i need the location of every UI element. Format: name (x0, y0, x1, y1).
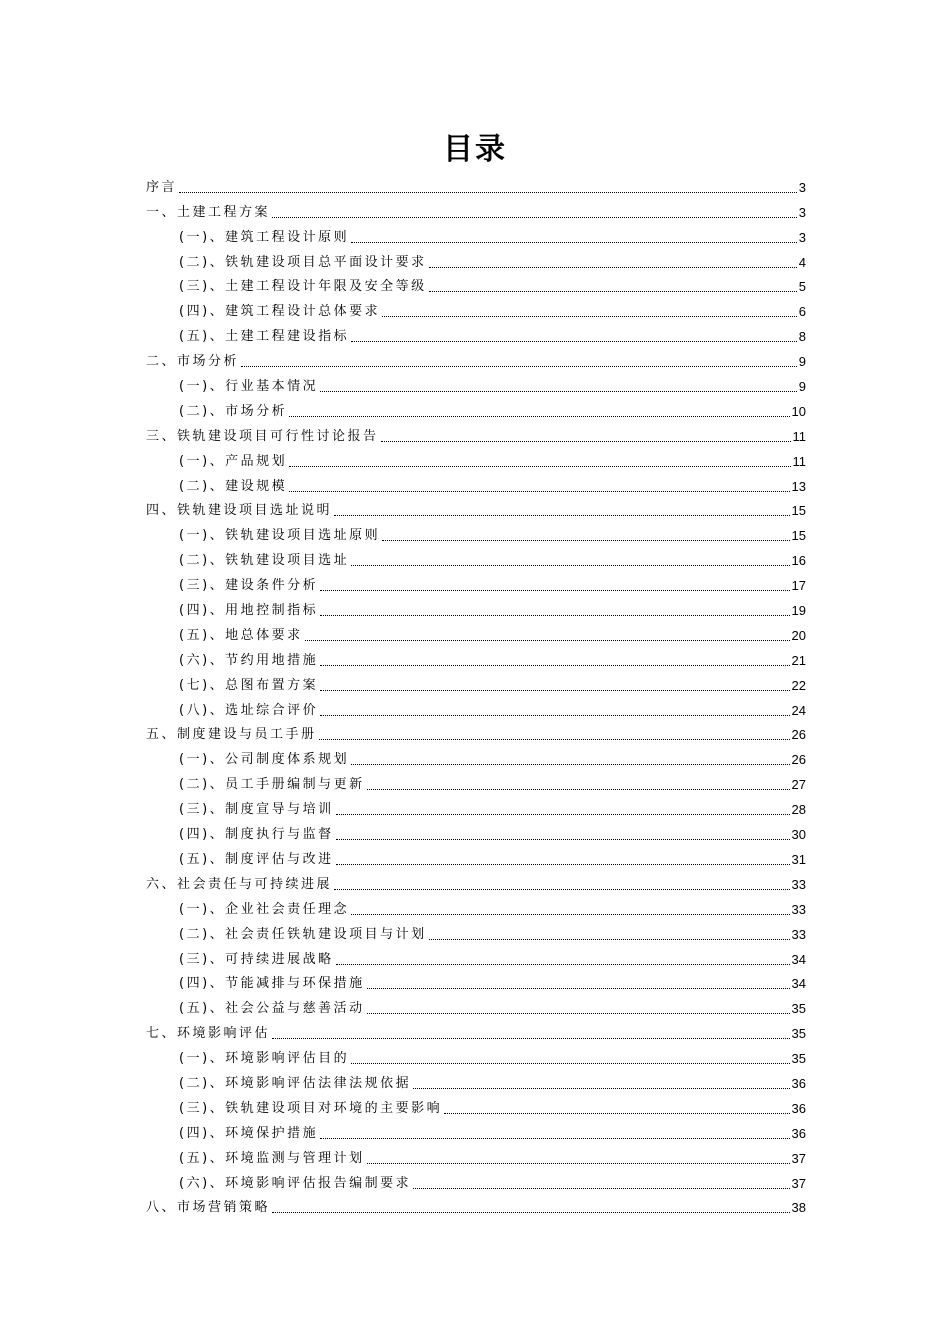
toc-page-number: 36 (791, 1075, 806, 1091)
toc-page-number: 34 (791, 951, 806, 967)
toc-page-number: 3 (798, 204, 806, 220)
toc-page-number: 37 (791, 1175, 806, 1191)
toc-page-number: 33 (791, 926, 806, 942)
toc-dot-leader (382, 539, 789, 541)
toc-dot-leader (351, 340, 797, 342)
toc-entry-text: (二)、建设规模 (179, 478, 288, 494)
toc-section-entry[interactable] (146, 746, 806, 771)
toc-entry-text: (四)、环境保护措施 (179, 1125, 319, 1141)
toc-chapter-entry[interactable] (146, 722, 806, 747)
toc-entry-text: (二)、铁轨建设项目选址 (179, 553, 350, 569)
toc-page-number: 35 (791, 1051, 806, 1067)
toc-entry-text: (一)、产品规划 (179, 453, 288, 469)
toc-entry-text: (五)、环境监测与管理计划 (179, 1150, 365, 1166)
toc-section-entry[interactable] (146, 896, 806, 921)
toc-section-entry[interactable] (146, 224, 806, 249)
toc-entry-text: (三)、建设条件分析 (179, 578, 319, 594)
toc-page-number: 15 (791, 503, 806, 519)
toc-page-number: 35 (791, 1026, 806, 1042)
toc-page-number: 24 (791, 702, 806, 718)
toc-section-entry[interactable] (146, 821, 806, 846)
toc-dot-leader (320, 589, 789, 591)
toc-page-number: 31 (791, 851, 806, 867)
toc-entry-text: (五)、社会公益与慈善活动 (179, 1001, 365, 1017)
toc-page-number: 22 (791, 677, 806, 693)
toc-page-number: 37 (791, 1150, 806, 1166)
toc-page-number: 15 (791, 528, 806, 544)
toc-section-entry[interactable] (146, 547, 806, 572)
toc-entry-text: (二)、环境影响评估法律法规依据 (179, 1075, 412, 1091)
toc-dot-leader (367, 788, 790, 790)
toc-dot-leader (429, 266, 797, 268)
toc-section-entry[interactable] (146, 597, 806, 622)
toc-entry-text: 七、环境影响评估 (146, 1026, 271, 1042)
toc-dot-leader (334, 514, 790, 516)
toc-entry-text: 五、制度建设与员工手册 (146, 727, 317, 743)
toc-entry-text: (五)、地总体要求 (179, 627, 303, 643)
toc-entry-text: (二)、员工手册编制与更新 (179, 777, 365, 793)
toc-dot-leader (179, 191, 797, 193)
toc-entry-text: (一)、企业社会责任理念 (179, 901, 350, 917)
toc-section-entry[interactable] (146, 448, 806, 473)
toc-page-number: 4 (798, 254, 806, 270)
toc-section-entry[interactable] (146, 1170, 806, 1195)
toc-entry-text: (一)、建筑工程设计原则 (179, 229, 350, 245)
toc-entry-text: 四、铁轨建设项目选址说明 (146, 503, 333, 519)
toc-dot-leader (351, 241, 797, 243)
toc-chapter-entry[interactable] (146, 348, 806, 373)
toc-entry-text: (三)、土建工程设计年限及安全等级 (179, 279, 427, 295)
toc-entry-text: (七)、总图布置方案 (179, 677, 319, 693)
toc-section-entry[interactable] (146, 323, 806, 348)
toc-section-entry[interactable] (146, 921, 806, 946)
toc-dot-leader (413, 1187, 789, 1189)
toc-entry-text: 六、社会责任与可持续进展 (146, 876, 333, 892)
toc-page-number: 35 (791, 1001, 806, 1017)
toc-page-number: 28 (791, 802, 806, 818)
toc-dot-leader (382, 315, 797, 317)
toc-dot-leader (429, 290, 797, 292)
toc-chapter-entry[interactable] (146, 1195, 806, 1220)
toc-entry-text: 三、铁轨建设项目可行性讨论报告 (146, 428, 379, 444)
toc-section-entry[interactable] (146, 298, 806, 323)
toc-chapter-entry[interactable] (146, 199, 806, 224)
toc-page-number: 26 (791, 727, 806, 743)
toc-chapter-entry[interactable] (146, 423, 806, 448)
toc-entry-text: (二)、市场分析 (179, 403, 288, 419)
toc-entry-text: (四)、建筑工程设计总体要求 (179, 304, 381, 320)
toc-section-entry[interactable] (146, 647, 806, 672)
toc-page-number: 33 (791, 901, 806, 917)
toc-dot-leader (367, 987, 790, 989)
toc-entry-text: (四)、制度执行与监督 (179, 827, 334, 843)
toc-dot-leader (272, 1037, 790, 1039)
toc-chapter-entry[interactable] (146, 498, 806, 523)
toc-section-entry[interactable] (146, 572, 806, 597)
toc-dot-leader (367, 1012, 790, 1014)
toc-dot-leader (320, 664, 789, 666)
toc-page-number: 38 (791, 1200, 806, 1216)
toc-entry-text: (一)、环境影响评估目的 (179, 1051, 350, 1067)
toc-page-number: 5 (798, 279, 806, 295)
toc-dot-leader (336, 813, 790, 815)
toc-entry-text: (二)、铁轨建设项目总平面设计要求 (179, 254, 427, 270)
toc-dot-leader (351, 763, 789, 765)
toc-entry-text: 一、土建工程方案 (146, 204, 271, 220)
toc-dot-leader (289, 465, 790, 467)
toc-dot-leader (320, 1137, 789, 1139)
toc-page-number: 36 (791, 1125, 806, 1141)
toc-entry-text: 二、市场分析 (146, 354, 240, 370)
toc-section-entry[interactable] (146, 995, 806, 1020)
toc-section-entry[interactable] (146, 971, 806, 996)
toc-entry-text: (五)、土建工程建设指标 (179, 329, 350, 345)
toc-chapter-entry[interactable] (146, 1020, 806, 1045)
toc-dot-leader (272, 216, 797, 218)
toc-page-number: 13 (791, 478, 806, 494)
toc-page-number: 16 (791, 553, 806, 569)
toc-dot-leader (336, 963, 790, 965)
toc-page-number: 10 (791, 403, 806, 419)
toc-entry-text: (一)、行业基本情况 (179, 379, 319, 395)
toc-entry-text: (一)、公司制度体系规划 (179, 752, 350, 768)
toc-page-number: 17 (791, 578, 806, 594)
toc-section-entry[interactable] (146, 1045, 806, 1070)
toc-page-number: 20 (791, 627, 806, 643)
toc-page-number: 9 (798, 379, 806, 395)
toc-chapter-entry[interactable] (146, 871, 806, 896)
toc-entry-text: (五)、制度评估与改进 (179, 851, 334, 867)
toc-page-number: 11 (792, 428, 806, 444)
toc-list (146, 174, 806, 1219)
toc-entry-text: (一)、铁轨建设项目选址原则 (179, 528, 381, 544)
toc-dot-leader (320, 689, 789, 691)
toc-section-entry[interactable] (146, 398, 806, 423)
toc-section-entry[interactable] (146, 846, 806, 871)
toc-page-number: 34 (791, 976, 806, 992)
toc-page-number: 9 (798, 354, 806, 370)
toc-page-number: 30 (791, 827, 806, 843)
toc-section-entry[interactable] (146, 249, 806, 274)
toc-dot-leader (305, 639, 790, 641)
toc-entry-text: (八)、选址综合评价 (179, 702, 319, 718)
toc-section-entry[interactable] (146, 697, 806, 722)
toc-dot-leader (334, 888, 790, 890)
toc-page-number: 27 (791, 777, 806, 793)
toc-section-entry[interactable] (146, 522, 806, 547)
toc-dot-leader (351, 913, 789, 915)
toc-page-number: 11 (792, 453, 806, 469)
toc-entry-text: (四)、节能减排与环保措施 (179, 976, 365, 992)
toc-dot-leader (351, 1062, 789, 1064)
toc-dot-leader (272, 1211, 790, 1213)
toc-dot-leader (320, 714, 789, 716)
toc-dot-leader (289, 415, 789, 417)
toc-entry-text: (二)、社会责任铁轨建设项目与计划 (179, 926, 427, 942)
toc-dot-leader (381, 440, 791, 442)
toc-entry-text: 八、市场营销策略 (146, 1200, 271, 1216)
toc-dot-leader (320, 614, 789, 616)
toc-entry-text: (三)、可持续进展战略 (179, 951, 334, 967)
toc-section-entry[interactable] (146, 373, 806, 398)
toc-dot-leader (241, 365, 797, 367)
toc-section-entry[interactable] (146, 622, 806, 647)
toc-dot-leader (413, 1087, 789, 1089)
toc-section-entry[interactable] (146, 1145, 806, 1170)
toc-entry-text: 序言 (146, 179, 178, 195)
toc-page-number: 3 (798, 179, 806, 195)
toc-page-number: 21 (791, 652, 806, 668)
toc-title: 目录 (443, 132, 507, 167)
toc-entry-text: (三)、制度宣导与培训 (179, 802, 334, 818)
toc-dot-leader (429, 938, 790, 940)
toc-section-entry[interactable] (146, 796, 806, 821)
toc-dot-leader (319, 738, 790, 740)
toc-page-number: 8 (798, 329, 806, 345)
toc-chapter-entry[interactable] (146, 174, 806, 199)
toc-entry-text: (六)、节约用地措施 (179, 652, 319, 668)
toc-dot-leader (289, 490, 789, 492)
toc-page-number: 3 (798, 229, 806, 245)
toc-dot-leader (367, 1162, 790, 1164)
toc-entry-text: (三)、铁轨建设项目对环境的主要影响 (179, 1100, 443, 1116)
toc-dot-leader (320, 390, 797, 392)
toc-section-entry[interactable] (146, 473, 806, 498)
toc-section-entry[interactable] (146, 946, 806, 971)
toc-page-number: 19 (791, 603, 806, 619)
toc-page-number: 36 (791, 1100, 806, 1116)
toc-page-number: 6 (798, 304, 806, 320)
toc-section-entry[interactable] (146, 274, 806, 299)
toc-section-entry[interactable] (146, 1095, 806, 1120)
toc-section-entry[interactable] (146, 672, 806, 697)
toc-page-number: 33 (791, 876, 806, 892)
toc-page-number: 26 (791, 752, 806, 768)
toc-section-entry[interactable] (146, 1120, 806, 1145)
toc-section-entry[interactable] (146, 771, 806, 796)
toc-dot-leader (351, 564, 789, 566)
toc-section-entry[interactable] (146, 1070, 806, 1095)
toc-dot-leader (336, 863, 790, 865)
toc-dot-leader (336, 838, 790, 840)
toc-dot-leader (444, 1112, 789, 1114)
toc-entry-text: (四)、用地控制指标 (179, 603, 319, 619)
toc-entry-text: (六)、环境影响评估报告编制要求 (179, 1175, 412, 1191)
